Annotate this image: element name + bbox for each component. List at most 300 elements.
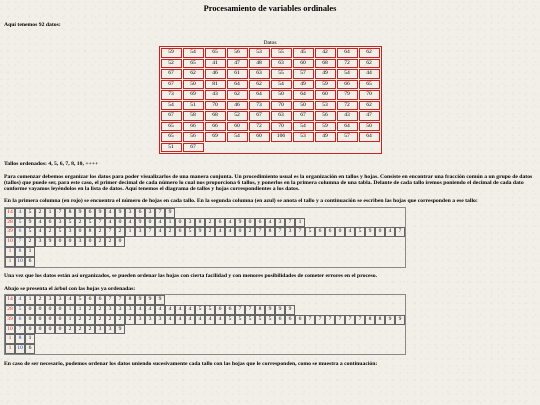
datos-cell: 53 [315, 101, 336, 111]
leaf-cell: 2 [245, 227, 255, 237]
empty-cell [155, 247, 165, 257]
empty-cell [105, 257, 115, 267]
empty-cell [335, 247, 345, 257]
leaf-cell: 6 [45, 218, 55, 228]
stem-row [5, 227, 405, 237]
leaf-cell: 0 [25, 305, 35, 315]
leaf-cell: 0 [115, 237, 125, 247]
empty-cell [325, 237, 335, 247]
datos-cell: 68 [205, 111, 226, 121]
leaf-cell: 1 [25, 247, 35, 257]
leaf-cell: 6 [325, 227, 335, 237]
datos-cell: 47 [359, 111, 380, 121]
datos-cell: 61 [227, 69, 248, 79]
empty-cell [245, 257, 255, 267]
leaf-cell: 2 [165, 227, 175, 237]
empty-cell [305, 237, 315, 247]
empty-cell [215, 325, 225, 335]
leaf-cell: 1 [125, 227, 135, 237]
empty-cell [115, 257, 125, 267]
empty-cell [365, 344, 375, 354]
paragraph-4: Abajo se presenta el árbol con las hojas ya ordenadas: [4, 285, 136, 292]
leaf-cell: 7 [145, 227, 155, 237]
empty-cell [155, 237, 165, 247]
empty-cell [365, 325, 375, 335]
leaf-cell: 2 [105, 315, 115, 325]
leaf-cell: 9 [395, 315, 405, 325]
empty-cell [325, 305, 335, 315]
datos-cell: 67 [161, 69, 182, 79]
empty-cell [265, 334, 275, 344]
empty-cell [95, 257, 105, 267]
empty-cell [45, 257, 55, 267]
stem-row [5, 237, 405, 247]
empty-cell [245, 325, 255, 335]
leaf-cell: 4 [215, 315, 225, 325]
leaf-cell: 7 [105, 295, 115, 305]
empty-cell [395, 208, 405, 218]
empty-cell [285, 344, 295, 354]
empty-cell [55, 257, 65, 267]
leaf-cell: 2 [75, 218, 85, 228]
empty-cell [285, 325, 295, 335]
datos-cell: 54 [337, 69, 358, 79]
empty-cell [165, 295, 175, 305]
empty-cell [65, 344, 75, 354]
empty-cell [155, 257, 165, 267]
empty-cell [205, 334, 215, 344]
leaf-cell: 0 [45, 315, 55, 325]
leaf-cell: 3 [105, 305, 115, 315]
empty-cell [145, 325, 155, 335]
leaf-cell: 4 [155, 305, 165, 315]
leaf-cell: 9 [145, 295, 155, 305]
empty-cell [135, 247, 145, 257]
empty-cell [145, 344, 155, 354]
leaf-cell: 7 [95, 218, 105, 228]
empty-cell [215, 295, 225, 305]
datos-cell: 49 [315, 132, 336, 142]
datos-cell: 44 [359, 69, 380, 79]
empty-cell [345, 295, 355, 305]
leaf-cell: 6 [255, 218, 265, 228]
empty-cell [315, 295, 325, 305]
empty-cell [255, 208, 265, 218]
empty-cell [395, 305, 405, 315]
empty-cell [335, 218, 345, 228]
stem-cell: 6 [15, 315, 25, 325]
empty-cell [225, 295, 235, 305]
leaf-cell: 3 [275, 218, 285, 228]
empty-cell [165, 247, 175, 257]
empty-cell [185, 334, 195, 344]
leaf-cell: 0 [35, 325, 45, 335]
leaf-cell: 6 [285, 315, 295, 325]
empty-cell [295, 295, 305, 305]
leaf-cell: 7 [245, 305, 255, 315]
empty-cell [55, 247, 65, 257]
empty-cell [125, 344, 135, 354]
datos-cell: 55 [271, 69, 292, 79]
empty-cell [335, 344, 345, 354]
empty-cell [305, 344, 315, 354]
datos-cell: 64 [337, 122, 358, 132]
leaf-cell: 6 [25, 344, 35, 354]
leaf-count-cell: 39 [5, 315, 15, 325]
leaf-cell: 2 [85, 315, 95, 325]
leaf-cell: 3 [145, 208, 155, 218]
leaf-cell: 9 [115, 208, 125, 218]
leaf-cell: 1 [75, 305, 85, 315]
leaf-cell: 3 [55, 295, 65, 305]
empty-cell [115, 247, 125, 257]
empty-cell [325, 208, 335, 218]
empty-cell [245, 208, 255, 218]
leaf-cell: 9 [195, 227, 205, 237]
empty-cell [235, 208, 245, 218]
empty-cell [285, 257, 295, 267]
empty-cell [285, 295, 295, 305]
empty-cell [365, 334, 375, 344]
empty-cell [385, 325, 395, 335]
leaf-cell: 6 [135, 208, 145, 218]
datos-cell: 62 [183, 69, 204, 79]
leaf-cell: 6 [295, 315, 305, 325]
empty-cell [235, 295, 245, 305]
leaf-cell: 4 [345, 227, 355, 237]
leaf-cell: 7 [305, 315, 315, 325]
empty-cell [145, 334, 155, 344]
datos-cell: 62 [359, 48, 380, 58]
empty-cell [195, 247, 205, 257]
empty-cell [325, 334, 335, 344]
leaf-cell: 1 [25, 295, 35, 305]
empty-cell [45, 334, 55, 344]
leaf-count-cell: 28 [5, 218, 15, 228]
leaf-cell: 4 [105, 218, 115, 228]
datos-cell: 57 [293, 69, 314, 79]
datos-cell: 48 [249, 59, 270, 69]
empty-cell [315, 305, 325, 315]
paragraph-2: En la primera columna (en rojo) se encuentra el número de hojas en cada tallo. En la segunda columna (en azul) se anota el tallo y a continuación se escriben las hojas que corresponden a ese tallo: [4, 198, 478, 205]
empty-cell [205, 208, 215, 218]
leaf-cell: 2 [115, 227, 125, 237]
leaf-cell: 6 [25, 257, 35, 267]
leaf-cell: 3 [115, 305, 125, 315]
empty-cell [255, 325, 265, 335]
datos-cell: 53 [293, 132, 314, 142]
empty-cell [255, 334, 265, 344]
leaf-cell: 8 [375, 315, 385, 325]
leaf-cell: 1 [65, 305, 75, 315]
datos-cell: 64 [227, 80, 248, 90]
stem-row [5, 218, 405, 228]
empty-cell [345, 218, 355, 228]
empty-cell [175, 325, 185, 335]
leaf-cell: 2 [115, 315, 125, 325]
datos-cell: 60 [227, 122, 248, 132]
empty-cell [365, 257, 375, 267]
leaf-cell: 7 [355, 315, 365, 325]
leaf-cell: 4 [165, 305, 175, 315]
empty-cell [245, 295, 255, 305]
empty-cell [395, 247, 405, 257]
stem-row [5, 247, 405, 257]
leaf-count-cell: 28 [5, 305, 15, 315]
stem-cell: 8 [15, 247, 25, 257]
empty-cell [315, 257, 325, 267]
empty-cell [275, 334, 285, 344]
datos-cell: 50 [271, 90, 292, 100]
leaf-cell: 3 [35, 237, 45, 247]
leaf-cell: 0 [85, 237, 95, 247]
datos-cell: 54 [161, 101, 182, 111]
datos-row [161, 90, 380, 100]
empty-cell [175, 344, 185, 354]
empty-cell [295, 334, 305, 344]
leaf-cell: 3 [125, 208, 135, 218]
empty-cell [375, 237, 385, 247]
stem-cell: 5 [15, 218, 25, 228]
leaf-cell: 6 [275, 315, 285, 325]
leaf-cell: 9 [45, 237, 55, 247]
empty-cell [385, 344, 395, 354]
leaf-cell: 5 [185, 227, 195, 237]
leaf-cell: 8 [125, 295, 135, 305]
empty-cell [345, 334, 355, 344]
empty-cell [295, 257, 305, 267]
datos-row [161, 132, 380, 142]
empty-cell [195, 344, 205, 354]
leaf-cell: 1 [65, 315, 75, 325]
leaf-cell: 7 [275, 227, 285, 237]
empty-cell [215, 237, 225, 247]
leaf-cell: 1 [25, 334, 35, 344]
datos-cell: 67 [293, 111, 314, 121]
datos-cell: 64 [337, 48, 358, 58]
paragraph-5: En caso de ser necesario, podemos ordenar los datos uniendo sucesivamente cada tallo con las hojas que le corresponden, como se muestra a continuación: [4, 360, 378, 367]
leaf-cell: 4 [105, 208, 115, 218]
empty-cell [175, 257, 185, 267]
leaf-cell: 5 [25, 227, 35, 237]
datos-cell: 63 [249, 69, 270, 79]
datos-cell: 54 [293, 122, 314, 132]
empty-cell [275, 325, 285, 335]
datos-cell: 62 [227, 90, 248, 100]
empty-cell [375, 208, 385, 218]
empty-cell [205, 295, 215, 305]
datos-cell: 68 [315, 59, 336, 69]
empty-cell [85, 334, 95, 344]
datos-cell: 46 [205, 69, 226, 79]
datos-cell: 65 [183, 59, 204, 69]
empty-cell [315, 218, 325, 228]
paragraph-3: Una vez que los datos están así organizados, se pueden ordenar las hojas con cierta facilidad y con menores posibilidades de cometer errores en el proceso. [4, 272, 377, 279]
leaf-cell: 3 [75, 237, 85, 247]
leaf-cell: 4 [35, 218, 45, 228]
leaf-cell: 3 [285, 227, 295, 237]
empty-cell [85, 257, 95, 267]
leaf-cell: 0 [235, 227, 245, 237]
empty-cell [155, 334, 165, 344]
empty-cell [385, 237, 395, 247]
empty-cell [185, 237, 195, 247]
leaf-count-cell: 1 [5, 344, 15, 354]
empty-cell [385, 257, 395, 267]
datos-cell: 66 [183, 122, 204, 132]
empty-cell [375, 257, 385, 267]
leaf-cell: 3 [135, 227, 145, 237]
datos-cell: 54 [271, 80, 292, 90]
datos-cell: 81 [205, 80, 226, 90]
empty-cell [235, 325, 245, 335]
leaf-cell: 2 [95, 237, 105, 247]
datos-cell: 50 [293, 101, 314, 111]
empty-cell [305, 305, 315, 315]
stem-row [5, 295, 405, 305]
empty-cell [195, 208, 205, 218]
leaf-cell: 2 [95, 315, 105, 325]
empty-cell [265, 325, 275, 335]
leaf-cell: 6 [175, 227, 185, 237]
leaf-cell: 0 [55, 305, 65, 315]
empty-cell [305, 247, 315, 257]
empty-cell [395, 218, 405, 228]
empty-cell [75, 334, 85, 344]
empty-cell [355, 305, 365, 315]
leaf-cell: 8 [85, 227, 95, 237]
empty-cell [365, 247, 375, 257]
datos-cell: 70 [359, 90, 380, 100]
leaf-cell: 4 [165, 315, 175, 325]
leaf-cell: 7 [285, 218, 295, 228]
empty-cell [205, 325, 215, 335]
leaf-cell: 3 [95, 325, 105, 335]
empty-cell [165, 325, 175, 335]
leaf-cell: 0 [35, 315, 45, 325]
empty-cell [275, 237, 285, 247]
empty-cell [365, 208, 375, 218]
leaf-cell: 9 [385, 315, 395, 325]
empty-cell [85, 344, 95, 354]
leaf-cell: 7 [335, 315, 345, 325]
leaf-cell: 5 [195, 305, 205, 315]
datos-cell: 50 [183, 80, 204, 90]
leaf-cell: 3 [185, 218, 195, 228]
empty-cell [245, 344, 255, 354]
datos-cell: 52 [161, 59, 182, 69]
datos-cell: 70 [271, 122, 292, 132]
empty-cell [305, 218, 315, 228]
leaf-cell: 4 [125, 218, 135, 228]
empty-cell [215, 257, 225, 267]
leaf-cell: 9 [115, 325, 125, 335]
datos-row [161, 143, 380, 153]
empty-cell [55, 344, 65, 354]
empty-cell [125, 237, 135, 247]
leaf-cell: 1 [45, 208, 55, 218]
leaf-cell: 2 [65, 325, 75, 335]
empty-cell [395, 334, 405, 344]
empty-cell [185, 325, 195, 335]
leaf-cell: 5 [255, 315, 265, 325]
leaf-cell: 4 [175, 305, 185, 315]
empty-cell [175, 295, 185, 305]
empty-cell [175, 237, 185, 247]
empty-cell [205, 257, 215, 267]
empty-cell [355, 257, 365, 267]
leaf-cell: 0 [115, 218, 125, 228]
empty-cell [245, 237, 255, 247]
datos-cell: 63 [271, 111, 292, 121]
empty-cell [355, 247, 365, 257]
empty-cell [325, 325, 335, 335]
empty-cell [35, 257, 45, 267]
stem-cell: 4 [15, 295, 25, 305]
leaf-cell: 3 [155, 315, 165, 325]
leaf-cell: 9 [135, 218, 145, 228]
leaf-cell: 4 [385, 227, 395, 237]
leaf-cell: 9 [155, 295, 165, 305]
empty-cell [255, 344, 265, 354]
datos-cell: 62 [249, 80, 270, 90]
empty-cell [275, 208, 285, 218]
empty-cell [185, 247, 195, 257]
empty-cell [355, 237, 365, 247]
leaf-cell: 7 [255, 227, 265, 237]
empty-cell [75, 257, 85, 267]
empty-cell [265, 208, 275, 218]
empty-cell [275, 344, 285, 354]
leaf-cell: 7 [155, 208, 165, 218]
leaf-cell: 0 [45, 305, 55, 315]
empty-cell [395, 257, 405, 267]
stem-leaf-table-unsorted [4, 207, 406, 268]
empty-cell [125, 257, 135, 267]
empty-cell [325, 218, 335, 228]
datos-cell: 58 [183, 111, 204, 121]
leaf-cell: 2 [95, 305, 105, 315]
empty-cell [345, 208, 355, 218]
leaf-cell: 9 [75, 208, 85, 218]
leaf-cell: 9 [265, 305, 275, 315]
leaf-cell: 3 [105, 325, 115, 335]
datos-cell: 72 [337, 101, 358, 111]
leaf-cell: 4 [145, 305, 155, 315]
empty-cell [325, 295, 335, 305]
empty-cell [65, 257, 75, 267]
leaf-cell: 6 [85, 295, 95, 305]
empty-cell [35, 344, 45, 354]
empty-cell [305, 295, 315, 305]
empty-cell [285, 247, 295, 257]
stem-row [5, 315, 405, 325]
empty-cell [275, 257, 285, 267]
empty-cell [225, 344, 235, 354]
paragraph-1: Para comenzar debemos organizar los datos para poder visualizarlos de una manera conjunta. Un procedimiento usual es la organización en tallos y hojas. Consiste en encontrar una fracción común a un grupo de datos (tallos) que puede ser, para este caso, el primer decimal de cada número lo cual nos proporciona 6 tallos, y ponerlos en la primera columna de una tabla. Delante de cada tallo iremos poniendo el decimal de cada dato conforme vayamos leyéndolos en la lista de datos. Aquí tenemos el diagrama de tallos y hojas correspondientes a los datos. [4, 173, 533, 193]
leaf-cell: 0 [55, 315, 65, 325]
datos-cell: 59 [315, 80, 336, 90]
leaf-cell: 4 [225, 227, 235, 237]
empty-cell [235, 237, 245, 247]
empty-cell [45, 344, 55, 354]
datos-cell: 56 [315, 111, 336, 121]
leaf-cell: 4 [155, 227, 165, 237]
empty-cell [385, 247, 395, 257]
leaf-cell: 2 [75, 315, 85, 325]
leaf-cell: 9 [235, 218, 245, 228]
empty-cell [225, 208, 235, 218]
